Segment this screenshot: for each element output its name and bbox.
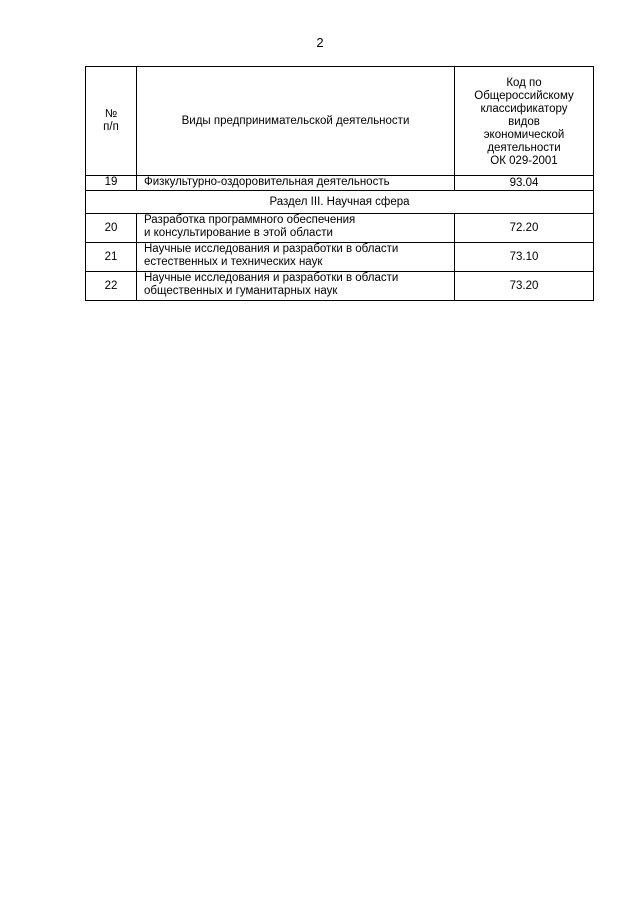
header-code: Код по Общероссийскому классификатору видов экономической деятельности ОК 029-2001 [455, 67, 594, 176]
page-number: 2 [316, 35, 324, 50]
row-number: 22 [86, 272, 137, 301]
row-activity: Физкультурно-оздоровительная деятельность [137, 176, 455, 191]
row-code: 73.20 [455, 272, 594, 301]
activity-line: общественных и гуманитарных наук [144, 285, 338, 297]
row-code: 73.10 [455, 243, 594, 272]
header-activity: Виды предпринимательской деятельности [137, 67, 455, 176]
table-row [86, 243, 594, 272]
activity-line: естественных и технических наук [144, 256, 323, 268]
table-row [86, 176, 594, 191]
activity-line: и консультирование в этой области [144, 227, 333, 239]
row-code: 93.04 [455, 176, 594, 191]
table-header-row [86, 67, 594, 176]
activity-line: Разработка программного обеспечения [144, 214, 356, 226]
row-activity [137, 272, 455, 301]
row-number: 21 [86, 243, 137, 272]
table-row [86, 214, 594, 243]
row-code: 72.20 [455, 214, 594, 243]
section-row [86, 191, 594, 214]
row-number: 19 [86, 176, 137, 191]
section-title: Раздел III. Научная сфера [86, 191, 594, 214]
header-number: № п/п [86, 67, 137, 176]
row-number: 20 [86, 214, 137, 243]
row-activity [137, 243, 455, 272]
activities-table [85, 66, 594, 301]
activity-line: Научные исследования и разработки в области [144, 243, 399, 255]
activity-line: Научные исследования и разработки в области [144, 272, 399, 284]
row-activity [137, 214, 455, 243]
table-row [86, 272, 594, 301]
